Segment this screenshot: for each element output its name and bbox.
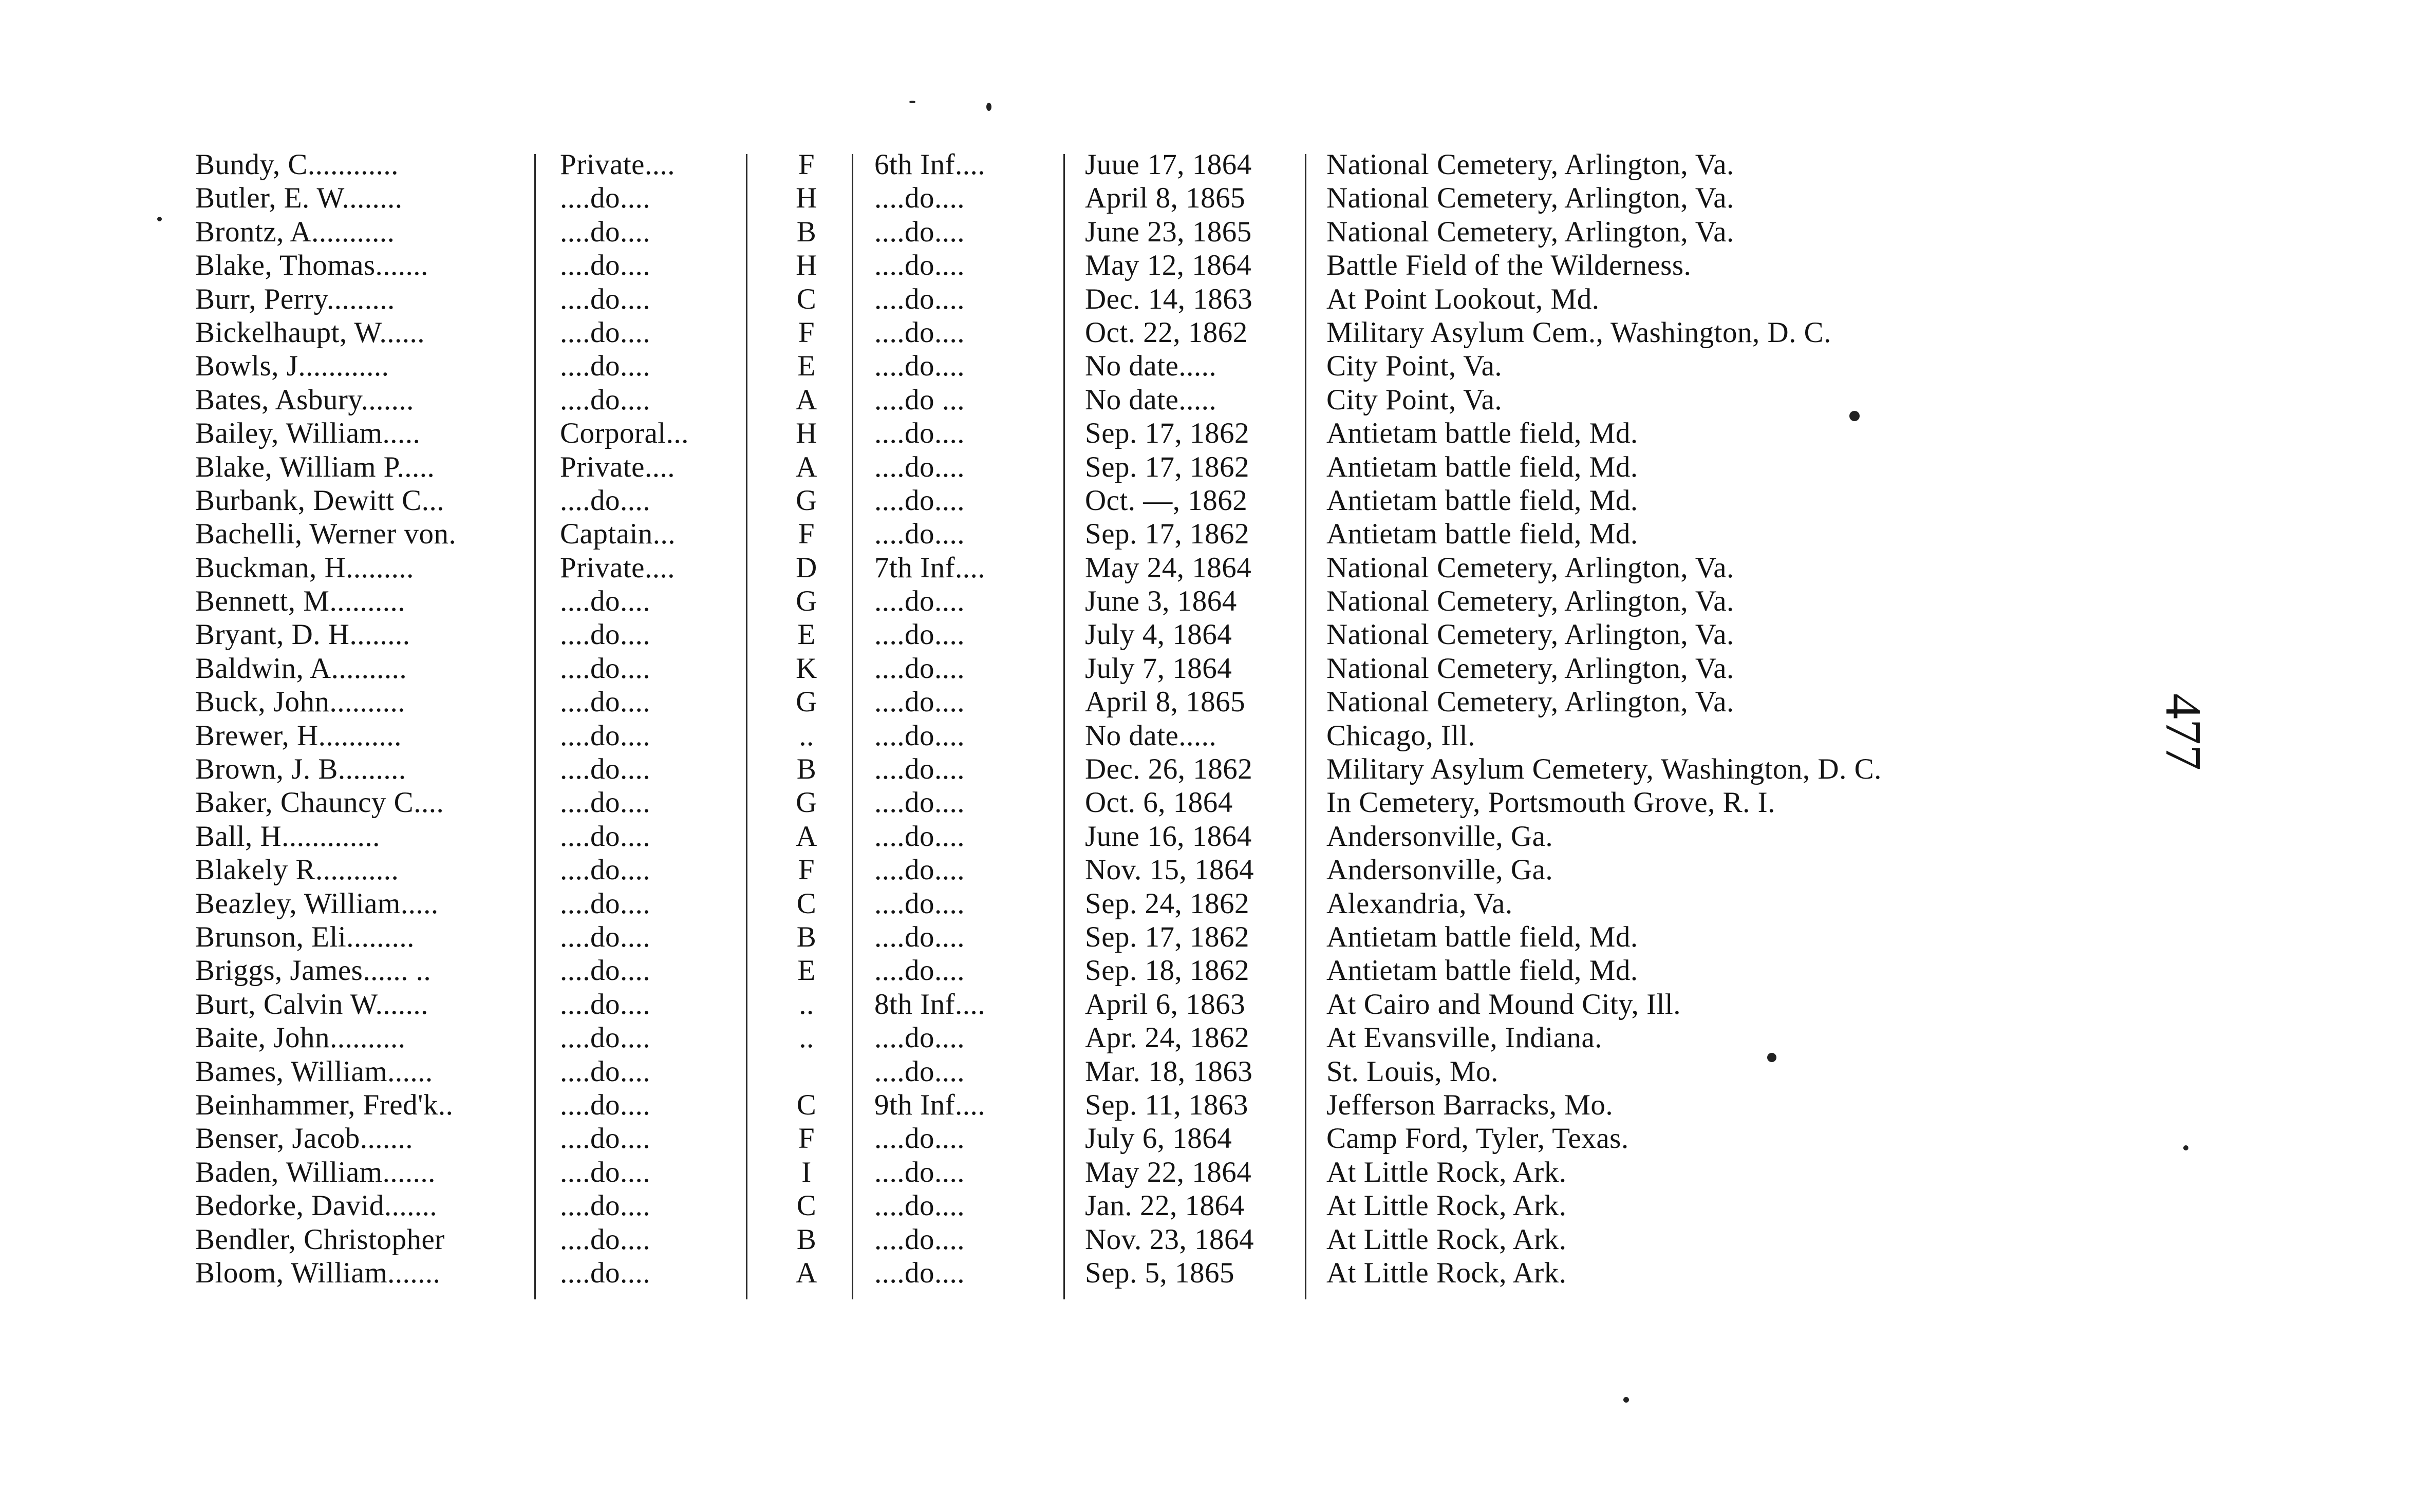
cell-rank: ....do.... xyxy=(560,954,650,987)
table-row xyxy=(195,316,2045,349)
cell-date: Dec. 26, 1862 xyxy=(1085,753,1253,786)
cell-regiment: ....do.... xyxy=(874,652,965,685)
cell-place: At Little Rock, Ark. xyxy=(1326,1189,1567,1222)
cell-regiment: ....do.... xyxy=(874,1055,965,1088)
table-row xyxy=(195,181,2045,215)
cell-regiment: ....do.... xyxy=(874,820,965,853)
cell-rank: ....do.... xyxy=(560,1088,650,1121)
cell-rank: ....do.... xyxy=(560,182,650,215)
cell-rank: ....do.... xyxy=(560,249,650,282)
cell-place: Military Asylum Cem., Washington, D. C. xyxy=(1326,316,1831,349)
cell-name: Baldwin, A.......... xyxy=(195,652,407,685)
cell-rank: ....do.... xyxy=(560,1022,650,1054)
table-row xyxy=(195,249,2045,282)
cell-name: Ball, H............. xyxy=(195,820,380,853)
cell-name: Bennett, M.......... xyxy=(195,585,405,618)
cell-place: At Little Rock, Ark. xyxy=(1326,1256,1567,1289)
cell-date: Sep. 5, 1865 xyxy=(1085,1256,1234,1289)
cell-rank: ....do.... xyxy=(560,1223,650,1256)
cell-regiment: 8th Inf.... xyxy=(874,988,986,1020)
cell-regiment: 9th Inf.... xyxy=(874,1088,986,1121)
cell-date: Sep. 17, 1862 xyxy=(1085,920,1249,953)
cell-rank: ....do.... xyxy=(560,988,650,1020)
cell-regiment: ....do.... xyxy=(874,350,965,383)
cell-date: Oct. 22, 1862 xyxy=(1085,316,1248,349)
cell-date: May 22, 1864 xyxy=(1085,1156,1252,1188)
cell-date: No date..... xyxy=(1085,350,1217,383)
burial-register xyxy=(195,148,2045,1290)
cell-name: Burt, Calvin W....... xyxy=(195,988,428,1020)
cell-name: Brunson, Eli......... xyxy=(195,920,415,953)
cell-name: Burr, Perry......... xyxy=(195,282,395,315)
cell-name: Buckman, H......... xyxy=(195,551,414,584)
cell-rank: ....do.... xyxy=(560,1156,650,1188)
cell-date: Nov. 23, 1864 xyxy=(1085,1223,1254,1256)
table-row xyxy=(195,719,2045,752)
cell-date: May 12, 1864 xyxy=(1085,249,1252,282)
cell-company: F xyxy=(798,1122,815,1155)
cell-company: F xyxy=(798,518,815,551)
cell-company: B xyxy=(796,753,817,786)
cell-name: Bowls, J............ xyxy=(195,350,389,383)
table-row xyxy=(195,349,2045,383)
cell-regiment: ....do.... xyxy=(874,753,965,786)
table-row xyxy=(195,1122,2045,1155)
cell-regiment: ....do.... xyxy=(874,249,965,282)
cell-place: National Cemetery, Arlington, Va. xyxy=(1326,215,1734,248)
table-row xyxy=(195,1021,2045,1054)
cell-regiment: ....do.... xyxy=(874,417,965,450)
cell-place: Chicago, Ill. xyxy=(1326,719,1475,752)
cell-rank: ....do.... xyxy=(560,350,650,383)
cell-rank: ....do.... xyxy=(560,1055,650,1088)
cell-company: K xyxy=(796,652,817,685)
cell-place: National Cemetery, Arlington, Va. xyxy=(1326,585,1734,618)
ink-speck xyxy=(909,101,915,103)
cell-regiment: ....do.... xyxy=(874,484,965,517)
cell-place: National Cemetery, Arlington, Va. xyxy=(1326,618,1734,651)
cell-date: Sep. 24, 1862 xyxy=(1085,887,1249,920)
cell-name: Bryant, D. H........ xyxy=(195,618,410,651)
cell-regiment: ....do.... xyxy=(874,1156,965,1188)
cell-company: A xyxy=(796,383,817,416)
cell-place: Battle Field of the Wilderness. xyxy=(1326,249,1692,282)
cell-place: City Point, Va. xyxy=(1326,383,1503,416)
cell-regiment: ....do.... xyxy=(874,450,965,483)
cell-rank: ....do.... xyxy=(560,652,650,685)
cell-rank: ....do.... xyxy=(560,618,650,651)
cell-name: Bates, Asbury....... xyxy=(195,383,414,416)
cell-name: Bailey, William..... xyxy=(195,417,421,450)
cell-company: F xyxy=(798,316,815,349)
cell-regiment: ....do.... xyxy=(874,954,965,987)
cell-place: Antietam battle field, Md. xyxy=(1326,417,1638,450)
cell-name: Blakely R........... xyxy=(195,854,399,886)
cell-date: July 7, 1864 xyxy=(1085,652,1232,685)
cell-date: Sep. 17, 1862 xyxy=(1085,417,1249,450)
cell-regiment: 6th Inf.... xyxy=(874,148,986,181)
cell-place: Camp Ford, Tyler, Texas. xyxy=(1326,1122,1629,1155)
table-row xyxy=(195,584,2045,618)
cell-rank: ....do.... xyxy=(560,719,650,752)
table-row xyxy=(195,652,2045,685)
cell-rank: ....do.... xyxy=(560,1256,650,1289)
table-row xyxy=(195,1055,2045,1088)
cell-company: C xyxy=(796,1088,817,1121)
table-row xyxy=(195,954,2045,987)
cell-regiment: ....do.... xyxy=(874,920,965,953)
cell-rank: ....do.... xyxy=(560,316,650,349)
cell-company: G xyxy=(796,484,817,517)
cell-name: Bames, William...... xyxy=(195,1055,433,1088)
cell-date: April 8, 1865 xyxy=(1085,686,1246,719)
cell-company: A xyxy=(796,820,817,853)
cell-company: E xyxy=(797,350,816,383)
cell-regiment: ....do.... xyxy=(874,887,965,920)
cell-place: National Cemetery, Arlington, Va. xyxy=(1326,686,1734,719)
cell-date: No date..... xyxy=(1085,719,1217,752)
cell-company: D xyxy=(796,551,817,584)
cell-name: Blake, Thomas....... xyxy=(195,249,428,282)
cell-rank: ....do.... xyxy=(560,854,650,886)
cell-regiment: ....do.... xyxy=(874,1022,965,1054)
cell-name: Brown, J. B......... xyxy=(195,753,406,786)
table-row xyxy=(195,551,2045,584)
cell-rank: ....do.... xyxy=(560,383,650,416)
cell-name: Bedorke, David....... xyxy=(195,1189,438,1222)
table-row xyxy=(195,383,2045,417)
cell-place: At Point Lookout, Md. xyxy=(1326,282,1600,315)
cell-date: Sep. 17, 1862 xyxy=(1085,518,1249,551)
cell-date: June 3, 1864 xyxy=(1085,585,1237,618)
ink-speck xyxy=(157,217,162,221)
cell-place: National Cemetery, Arlington, Va. xyxy=(1326,652,1734,685)
table-row xyxy=(195,820,2045,853)
cell-company: .. xyxy=(799,1022,814,1054)
cell-regiment: ....do.... xyxy=(874,282,965,315)
page-number: 477 xyxy=(2155,693,2212,770)
cell-regiment: ....do.... xyxy=(874,182,965,215)
table-row xyxy=(195,887,2045,920)
cell-name: Buck, John.......... xyxy=(195,686,405,719)
cell-name: Bickelhaupt, W...... xyxy=(195,316,425,349)
cell-date: May 24, 1864 xyxy=(1085,551,1252,584)
table-row xyxy=(195,1156,2045,1189)
cell-regiment: ....do.... xyxy=(874,786,965,819)
cell-company: I xyxy=(801,1156,812,1188)
cell-company: C xyxy=(796,887,817,920)
table-row xyxy=(195,1088,2045,1122)
cell-rank: Captain... xyxy=(560,518,676,551)
cell-rank: Corporal... xyxy=(560,417,689,450)
cell-place: Antietam battle field, Md. xyxy=(1326,450,1638,483)
cell-company: A xyxy=(796,1256,817,1289)
cell-place: At Evansville, Indiana. xyxy=(1326,1022,1603,1054)
cell-rank: ....do.... xyxy=(560,686,650,719)
cell-place: National Cemetery, Arlington, Va. xyxy=(1326,182,1734,215)
cell-company xyxy=(781,1055,832,1088)
cell-name: Bloom, William....... xyxy=(195,1256,441,1289)
cell-name: Benser, Jacob....... xyxy=(195,1122,414,1155)
table-row xyxy=(195,215,2045,249)
cell-rank: ....do.... xyxy=(560,887,650,920)
cell-name: Butler, E. W........ xyxy=(195,182,403,215)
cell-place: Andersonville, Ga. xyxy=(1326,854,1553,886)
table-row xyxy=(195,853,2045,886)
cell-company: E xyxy=(797,954,816,987)
cell-rank: ....do.... xyxy=(560,484,650,517)
table-row xyxy=(195,282,2045,316)
cell-date: Nov. 15, 1864 xyxy=(1085,854,1254,886)
cell-company: H xyxy=(796,417,817,450)
cell-company: A xyxy=(796,450,817,483)
table-row xyxy=(195,752,2045,786)
cell-place: Antietam battle field, Md. xyxy=(1326,518,1638,551)
cell-company: C xyxy=(796,282,817,315)
cell-date: Mar. 18, 1863 xyxy=(1085,1055,1253,1088)
cell-rank: ....do.... xyxy=(560,1189,650,1222)
cell-name: Burbank, Dewitt C... xyxy=(195,484,444,517)
cell-company: G xyxy=(796,686,817,719)
cell-company: G xyxy=(796,786,817,819)
cell-date: Sep. 17, 1862 xyxy=(1085,450,1249,483)
cell-place: City Point, Va. xyxy=(1326,350,1503,383)
cell-name: Briggs, James...... .. xyxy=(195,954,432,987)
cell-place: Andersonville, Ga. xyxy=(1326,820,1553,853)
cell-date: Sep. 11, 1863 xyxy=(1085,1088,1248,1121)
cell-place: St. Louis, Mo. xyxy=(1326,1055,1499,1088)
cell-date: Oct. 6, 1864 xyxy=(1085,786,1233,819)
cell-date: Oct. —, 1862 xyxy=(1085,484,1248,517)
cell-regiment: ....do.... xyxy=(874,1122,965,1155)
cell-regiment: ....do.... xyxy=(874,1223,965,1256)
cell-date: Sep. 18, 1862 xyxy=(1085,954,1249,987)
cell-date: April 8, 1865 xyxy=(1085,182,1246,215)
cell-rank: Private.... xyxy=(560,148,675,181)
cell-company: B xyxy=(796,920,817,953)
cell-date: No date..... xyxy=(1085,383,1217,416)
cell-name: Beinhammer, Fred'k.. xyxy=(195,1088,454,1121)
cell-company: H xyxy=(796,182,817,215)
cell-rank: ....do.... xyxy=(560,786,650,819)
cell-regiment: ....do.... xyxy=(874,585,965,618)
cell-date: Dec. 14, 1863 xyxy=(1085,282,1253,315)
cell-rank: Private.... xyxy=(560,551,675,584)
cell-date: July 6, 1864 xyxy=(1085,1122,1232,1155)
table-row xyxy=(195,148,2045,181)
cell-place: Antietam battle field, Md. xyxy=(1326,954,1638,987)
table-row xyxy=(195,786,2045,819)
cell-rank: ....do.... xyxy=(560,215,650,248)
cell-place: At Cairo and Mound City, Ill. xyxy=(1326,988,1681,1020)
table-row xyxy=(195,417,2045,450)
table-row xyxy=(195,920,2045,954)
table-row xyxy=(195,484,2045,517)
cell-place: Military Asylum Cemetery, Washington, D. C. xyxy=(1326,753,1882,786)
cell-date: Juue 17, 1864 xyxy=(1085,148,1252,181)
cell-name: Brewer, H........... xyxy=(195,719,402,752)
cell-regiment: ....do.... xyxy=(874,215,965,248)
cell-name: Baker, Chauncy C.... xyxy=(195,786,444,819)
cell-place: Antietam battle field, Md. xyxy=(1326,920,1638,953)
cell-company: F xyxy=(798,854,815,886)
cell-regiment: ....do ... xyxy=(874,383,965,416)
cell-regiment: ....do.... xyxy=(874,719,965,752)
cell-place: In Cemetery, Portsmouth Grove, R. I. xyxy=(1326,786,1775,819)
cell-name: Baite, John.......... xyxy=(195,1022,406,1054)
table-row xyxy=(195,1189,2045,1222)
cell-name: Blake, William P..... xyxy=(195,450,435,483)
cell-rank: ....do.... xyxy=(560,1122,650,1155)
cell-place: Antietam battle field, Md. xyxy=(1326,484,1638,517)
cell-company: B xyxy=(796,215,817,248)
cell-company: H xyxy=(796,249,817,282)
cell-company: C xyxy=(796,1189,817,1222)
cell-company: F xyxy=(798,148,815,181)
cell-date: April 6, 1863 xyxy=(1085,988,1246,1020)
cell-rank: Private.... xyxy=(560,450,675,483)
cell-regiment: ....do.... xyxy=(874,316,965,349)
cell-place: Jefferson Barracks, Mo. xyxy=(1326,1088,1614,1121)
cell-rank: ....do.... xyxy=(560,282,650,315)
cell-name: Beazley, William..... xyxy=(195,887,439,920)
table-row xyxy=(195,618,2045,651)
cell-regiment: ....do.... xyxy=(874,1256,965,1289)
cell-company: E xyxy=(797,618,816,651)
cell-company: .. xyxy=(799,988,814,1020)
cell-date: July 4, 1864 xyxy=(1085,618,1232,651)
cell-name: Bachelli, Werner von. xyxy=(195,518,457,551)
cell-place: National Cemetery, Arlington, Va. xyxy=(1326,148,1734,181)
cell-place: Alexandria, Va. xyxy=(1326,887,1513,920)
cell-regiment: ....do.... xyxy=(874,686,965,719)
cell-place: At Little Rock, Ark. xyxy=(1326,1223,1567,1256)
cell-name: Bendler, Christopher xyxy=(195,1223,445,1256)
cell-regiment: ....do.... xyxy=(874,618,965,651)
cell-place: National Cemetery, Arlington, Va. xyxy=(1326,551,1734,584)
ink-speck xyxy=(1623,1397,1629,1403)
table-row xyxy=(195,988,2045,1021)
cell-regiment: ....do.... xyxy=(874,1189,965,1222)
cell-rank: ....do.... xyxy=(560,820,650,853)
cell-date: Jan. 22, 1864 xyxy=(1085,1189,1245,1222)
table-row xyxy=(195,1223,2045,1256)
cell-rank: ....do.... xyxy=(560,585,650,618)
cell-rank: ....do.... xyxy=(560,753,650,786)
cell-place: At Little Rock, Ark. xyxy=(1326,1156,1567,1188)
cell-name: Baden, William....... xyxy=(195,1156,436,1188)
table-row xyxy=(195,450,2045,484)
cell-date: Apr. 24, 1862 xyxy=(1085,1022,1249,1054)
cell-company: G xyxy=(796,585,817,618)
cell-date: June 16, 1864 xyxy=(1085,820,1252,853)
cell-regiment: ....do.... xyxy=(874,518,965,551)
table-row xyxy=(195,1256,2045,1290)
table-row xyxy=(195,517,2045,551)
cell-company: B xyxy=(796,1223,817,1256)
cell-name: Bundy, C............ xyxy=(195,148,399,181)
cell-regiment: 7th Inf.... xyxy=(874,551,986,584)
cell-date: June 23, 1865 xyxy=(1085,215,1252,248)
cell-rank: ....do.... xyxy=(560,920,650,953)
ink-speck xyxy=(986,103,991,111)
table-row xyxy=(195,685,2045,719)
cell-regiment: ....do.... xyxy=(874,854,965,886)
cell-company: .. xyxy=(799,719,814,752)
cell-name: Brontz, A........... xyxy=(195,215,395,248)
